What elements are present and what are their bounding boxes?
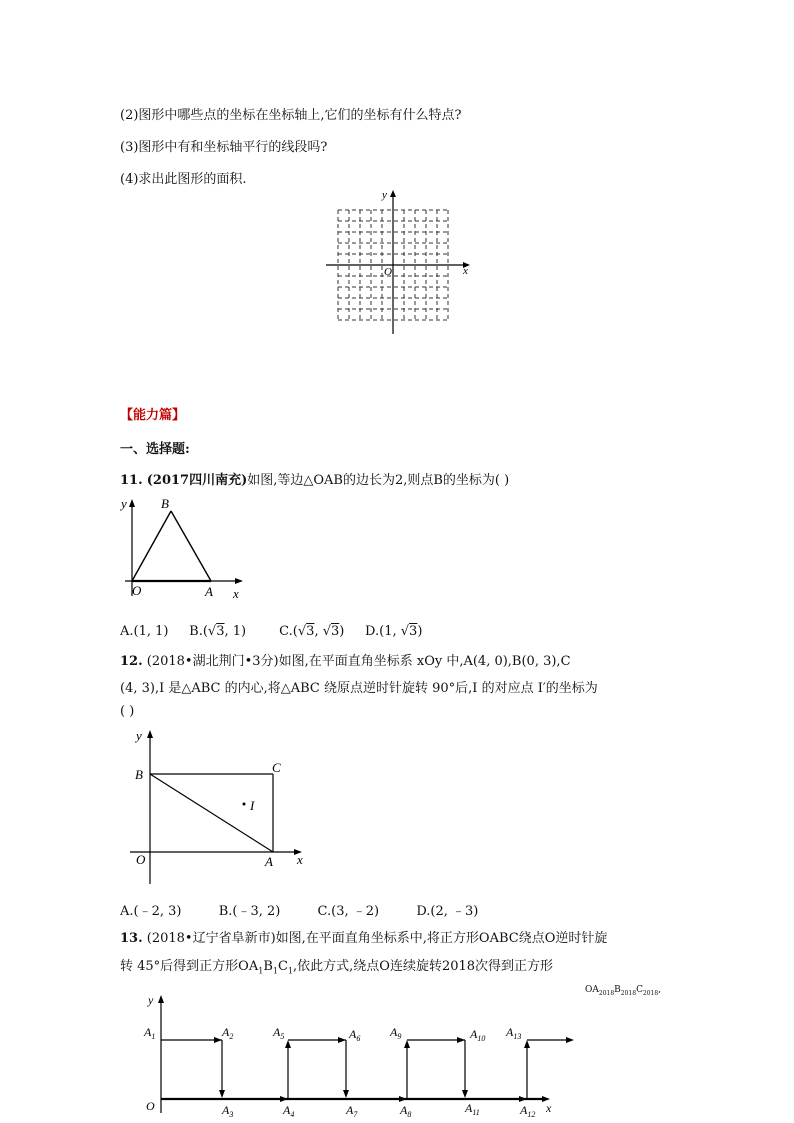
y-label: y bbox=[382, 189, 387, 201]
q13-label-x: x bbox=[546, 1101, 552, 1115]
q11-stem-line bbox=[120, 469, 509, 488]
q13-figure bbox=[140, 990, 585, 1123]
q13-label-a4: $A_4$ bbox=[283, 1103, 295, 1119]
q12-label-o: O bbox=[136, 852, 146, 867]
q12-line2: (4, 3),I 是△ABC 的内心,将△ABC 绕原点逆时针旋转 90°后,I 的对应点 I′的坐标为 bbox=[120, 681, 598, 696]
q12-label-y: y bbox=[136, 728, 142, 743]
q12-figure bbox=[118, 724, 308, 889]
q13-label-a6: $A_6$ bbox=[349, 1027, 361, 1043]
q12-options bbox=[120, 900, 478, 919]
q13-arrow-a6 bbox=[338, 1037, 346, 1043]
q13-text1: (2018•辽宁省阜新市)如图,在平面直角坐标系中,将正方形OABC绕点O逆时针旋 bbox=[146, 931, 608, 946]
section-subtitle: 一、选择题: bbox=[120, 442, 190, 457]
q13-line1 bbox=[120, 927, 607, 946]
q11-number: 11. bbox=[120, 473, 143, 488]
q13-number: 13. bbox=[120, 931, 143, 946]
q11-x-arrow bbox=[235, 578, 243, 584]
q13-label-a7: $A_7$ bbox=[346, 1103, 358, 1119]
q13-label-y: y bbox=[148, 993, 154, 1007]
q13-arrow-a8 bbox=[399, 1096, 407, 1102]
q13-label-a9: $A_9$ bbox=[390, 1025, 402, 1041]
q13-label-a11: $A_{11}$ bbox=[465, 1101, 480, 1117]
q13-arrow-a12 bbox=[519, 1096, 527, 1102]
q12-side-ba bbox=[150, 774, 273, 852]
question-4: (4)求出此图形的面积. bbox=[120, 172, 247, 187]
question-3: (3)图形中有和坐标轴平行的线段吗? bbox=[120, 140, 328, 155]
q11-figure bbox=[115, 492, 250, 604]
q11-side-ab bbox=[171, 511, 211, 581]
q13-tail: $OA_{2018}B_{2018}C_{2018}$, bbox=[585, 985, 662, 997]
q13-label-a3: $A_3$ bbox=[222, 1103, 234, 1119]
q11-stem: 如图,等边△OAB的边长为2,则点B的坐标为( ) bbox=[247, 473, 510, 488]
q13-arrow-a7 bbox=[343, 1090, 349, 1098]
q13-arrow-end bbox=[566, 1037, 574, 1043]
q11-option-d[interactable]: D.(1, √3) bbox=[365, 624, 423, 639]
section-title: 【能力篇】 bbox=[120, 408, 186, 423]
question-2: (2)图形中哪些点的坐标在坐标轴上,它们的坐标有什么特点? bbox=[120, 108, 462, 123]
q12-option-d[interactable]: D.(2, ﹣3) bbox=[416, 904, 479, 919]
q13-arrow-a13 bbox=[524, 1040, 530, 1048]
q13-y-arrow bbox=[158, 995, 164, 1003]
q11-label-b: B bbox=[161, 496, 169, 511]
grid-figure bbox=[322, 186, 477, 336]
q13-label-a8: $A_8$ bbox=[400, 1103, 412, 1119]
q13-label-a13: $A_{13}$ bbox=[506, 1025, 522, 1041]
q13-arrow-a11 bbox=[462, 1090, 468, 1098]
x-label: x bbox=[463, 265, 468, 277]
q11-options bbox=[120, 624, 422, 639]
q11-option-b[interactable]: B.(√3, 1) bbox=[189, 624, 247, 639]
q12-line1 bbox=[120, 650, 571, 669]
q11-side-ob bbox=[132, 511, 171, 581]
q12-number: 12. bbox=[120, 654, 143, 669]
q12-label-a: A bbox=[265, 854, 273, 869]
q12-text1: (2018•湖北荆门•3分)如图,在平面直角坐标系 xOy 中,A(4, 0),B(0, 3),C bbox=[146, 654, 571, 669]
q12-label-b: B bbox=[135, 767, 143, 782]
q13-arrow-a4 bbox=[280, 1096, 288, 1102]
q12-label-x: x bbox=[297, 852, 303, 867]
q13-label-a12: $A_{12}$ bbox=[520, 1103, 536, 1119]
q12-label-c: C bbox=[272, 760, 281, 775]
q13-line2: 转 45°后得到正方形$OA_1B_1C_1$,依此方式,绕点O连续旋转2018次得到正方形 bbox=[120, 959, 554, 976]
q12-option-c[interactable]: C.(3, ﹣2) bbox=[317, 904, 380, 919]
q12-y-arrow bbox=[147, 730, 153, 738]
q13-arrow-a9 bbox=[404, 1040, 410, 1048]
q13-arrow-a3 bbox=[219, 1090, 225, 1098]
q11-source: (2017四川南充) bbox=[146, 473, 248, 488]
q13-label-a5: $A_5$ bbox=[273, 1025, 285, 1041]
q13-label-a1: $A_1$ bbox=[144, 1025, 156, 1041]
q11-label-y: y bbox=[121, 496, 127, 511]
q11-option-c[interactable]: C.(√3, √3) bbox=[279, 624, 345, 639]
q13-arrow-a10 bbox=[457, 1037, 465, 1043]
q11-label-x: x bbox=[233, 586, 239, 601]
q12-incenter-point bbox=[243, 803, 246, 806]
q11-label-a: A bbox=[205, 584, 213, 599]
q11-option-a[interactable]: A.(1, 1) bbox=[120, 624, 169, 639]
y-axis-arrow bbox=[390, 190, 396, 197]
q12-option-b[interactable]: B.(﹣3, 2) bbox=[218, 904, 281, 919]
q12-line3: ( ) bbox=[120, 704, 135, 719]
q13-label-a10: $A_{10}$ bbox=[470, 1027, 486, 1043]
q13-label-o: O bbox=[146, 1099, 155, 1113]
q12-label-i: I bbox=[250, 798, 255, 813]
q11-y-arrow bbox=[129, 499, 135, 507]
q13-arrow-a2 bbox=[214, 1037, 222, 1043]
origin-label: O bbox=[384, 266, 392, 278]
q13-arrow-a5 bbox=[285, 1040, 291, 1048]
q12-option-a[interactable]: A.(﹣2, 3) bbox=[120, 904, 182, 919]
q11-label-o: O bbox=[132, 583, 142, 598]
q13-label-a2: $A_2$ bbox=[222, 1025, 234, 1041]
